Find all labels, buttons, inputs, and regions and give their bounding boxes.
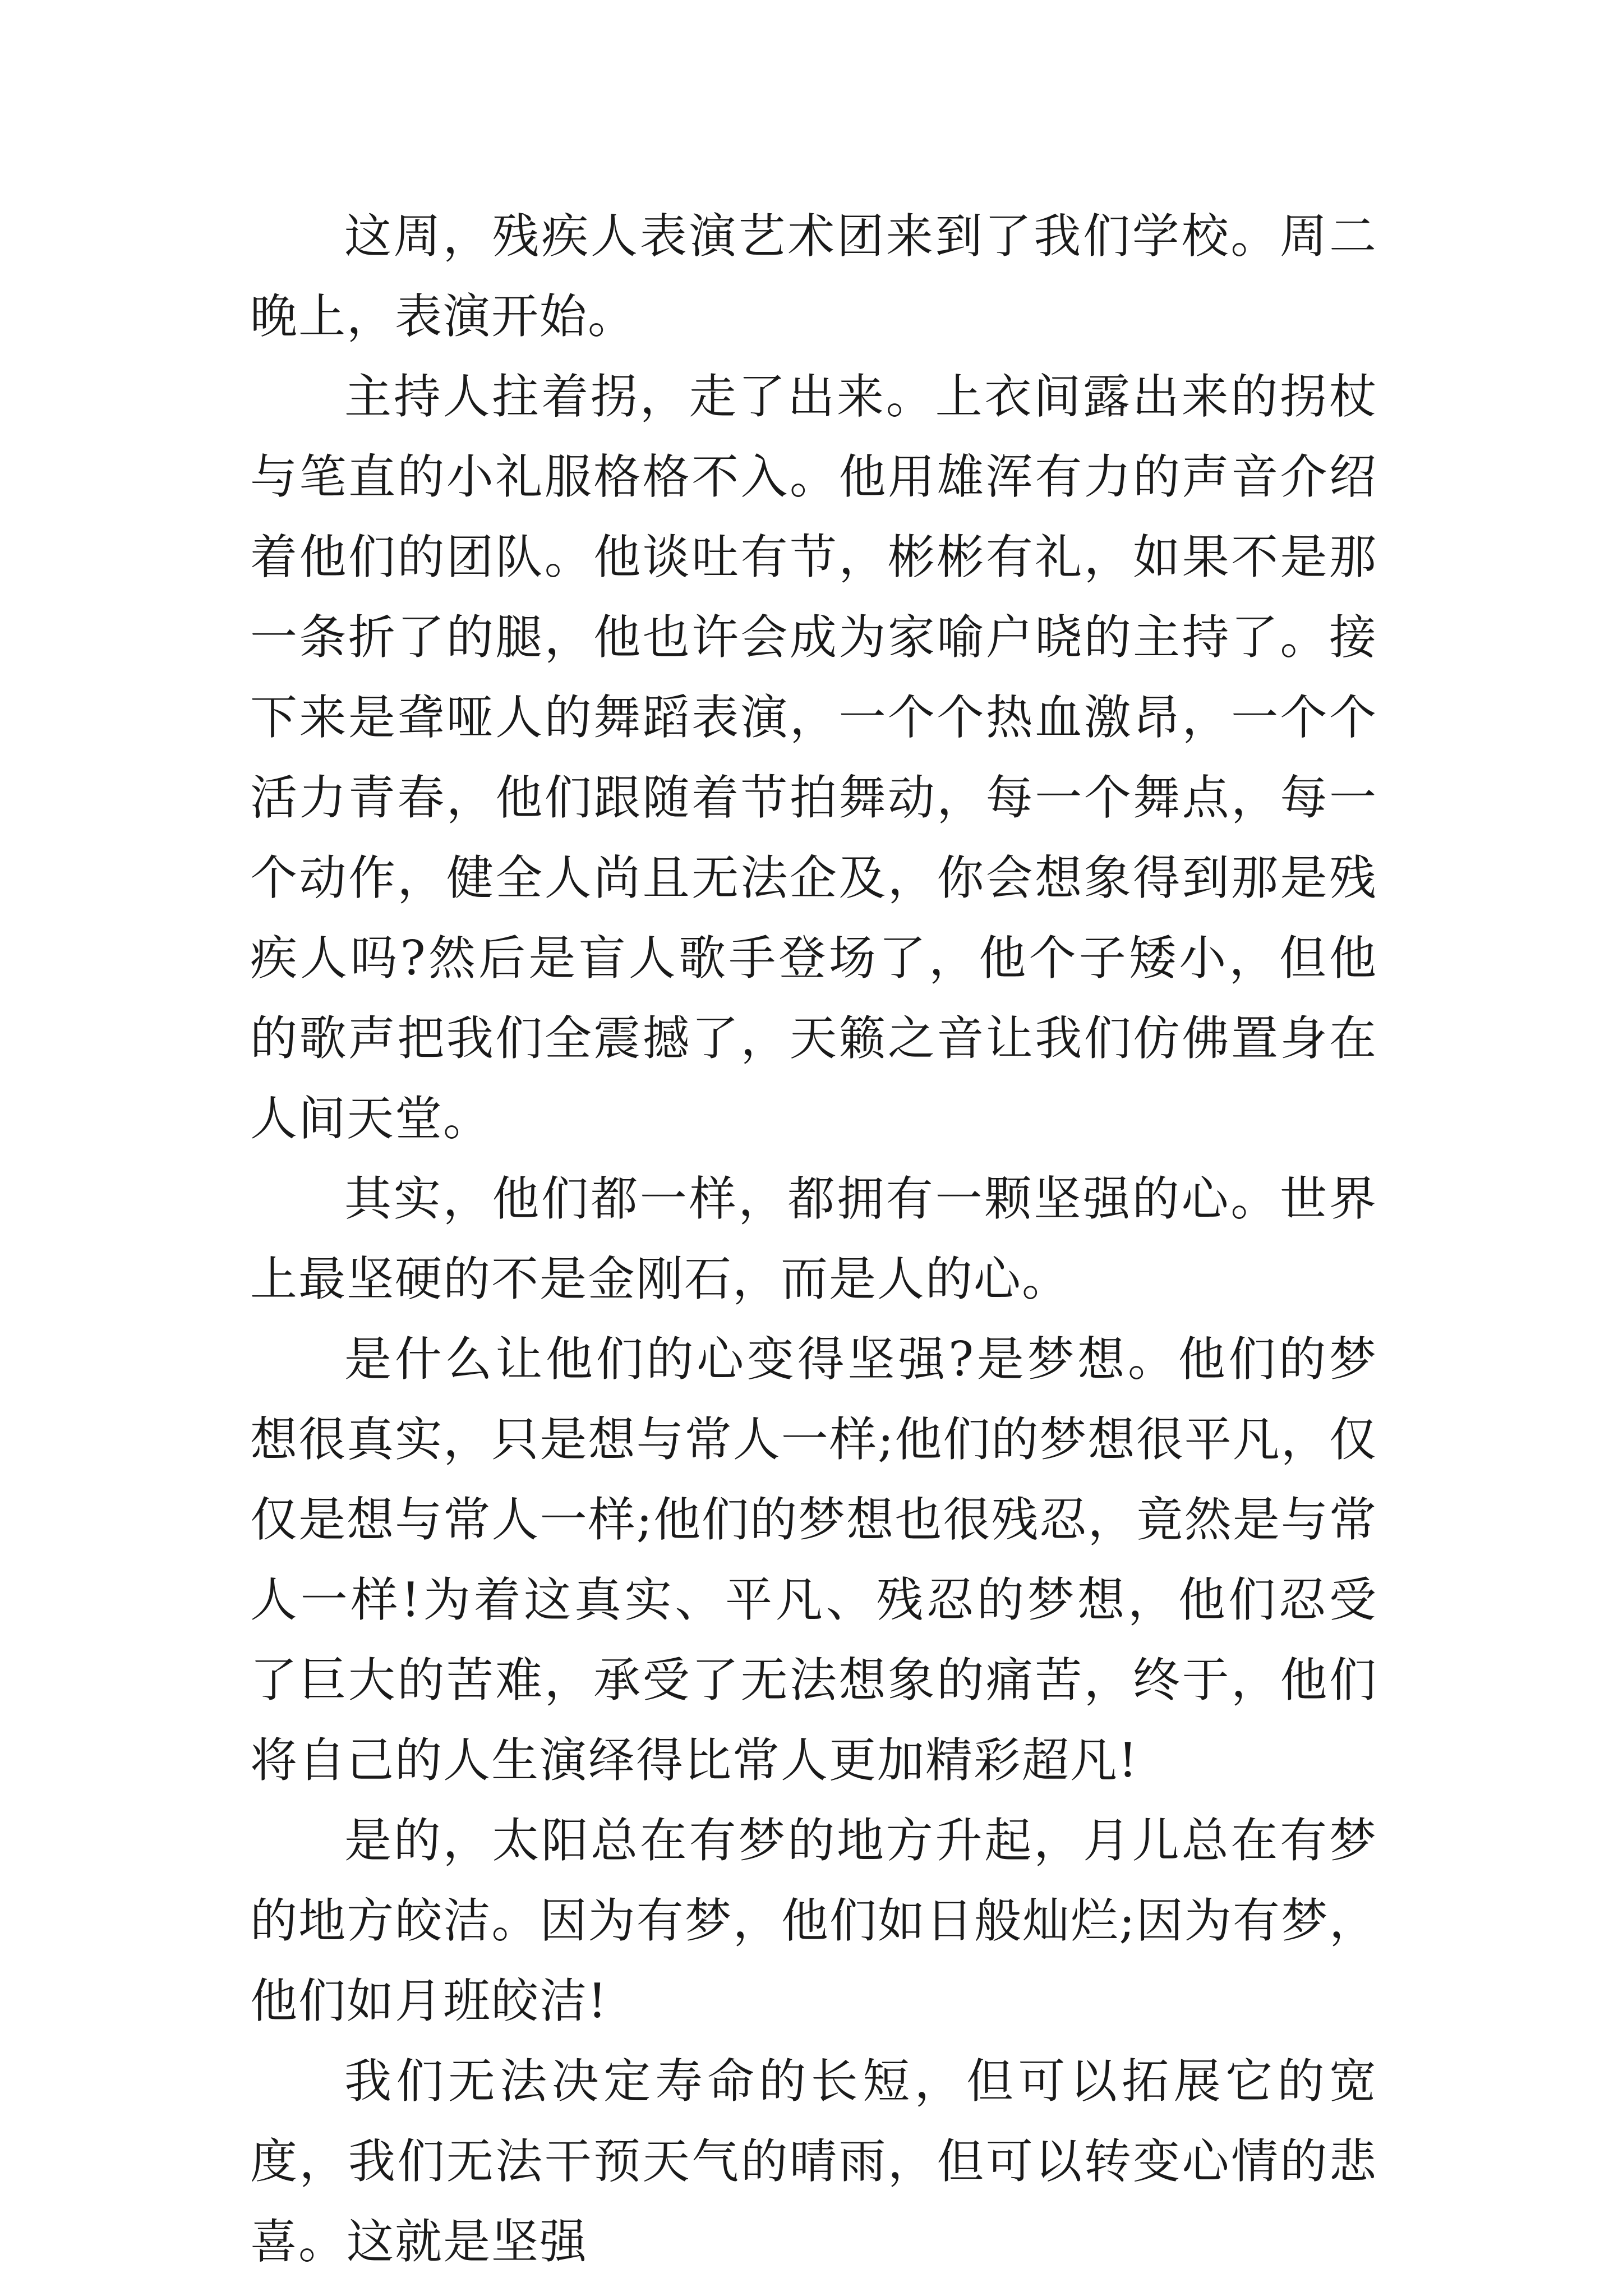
paragraph-3: 其实，他们都一样，都拥有一颗坚强的心。世界上最坚硬的不是金刚石，而是人的心。 — [250, 1171, 1377, 1306]
paragraph-2: 主持人拄着拐，走了出来。上衣间露出来的拐杖与笔直的小礼服格格不入。他用雄浑有力的声音介绍着他们的团队。他谈吐有节，彬彬有礼，如果不是那一条折了的腿，他也许会成为家喻户晓的主持了。接下来是聋哑人的舞蹈表演，一个个热血激昂，一个个活力青春，他们跟随着节拍舞动，每一个舞点，每一个动作，健全人尚且无法企及，你会想象得到那是残疾人吗?然后是盲人歌手登场了，他个子矮小，但他的歌声把我们全震撼了，天籁之音让我们仿佛置身在人间天堂。 — [250, 369, 1377, 1146]
document-body — [250, 196, 1377, 2282]
paragraph-4: 是什么让他们的心变得坚强?是梦想。他们的梦想很真实，只是想与常人一样;他们的梦想很平凡，仅仅是想与常人一样;他们的梦想也很残忍，竟然是与常人一样!为着这真实、平凡、残忍的梦想，他们忍受了巨大的苦难，承受了无法想象的痛苦，终于，他们将自己的人生演绎得比常人更加精彩超凡! — [250, 1332, 1377, 1788]
paragraph-1: 这周，残疾人表演艺术团来到了我们学校。周二晚上，表演开始。 — [250, 209, 1377, 344]
paragraph-5: 是的，太阳总在有梦的地方升起，月儿总在有梦的地方皎洁。因为有梦，他们如日般灿烂;因为有梦，他们如月班皎洁! — [250, 1813, 1377, 2028]
paragraph-6: 我们无法决定寿命的长短，但可以拓展它的宽度，我们无法干预天气的晴雨，但可以转变心情的悲喜。这就是坚强 — [250, 2054, 1377, 2269]
